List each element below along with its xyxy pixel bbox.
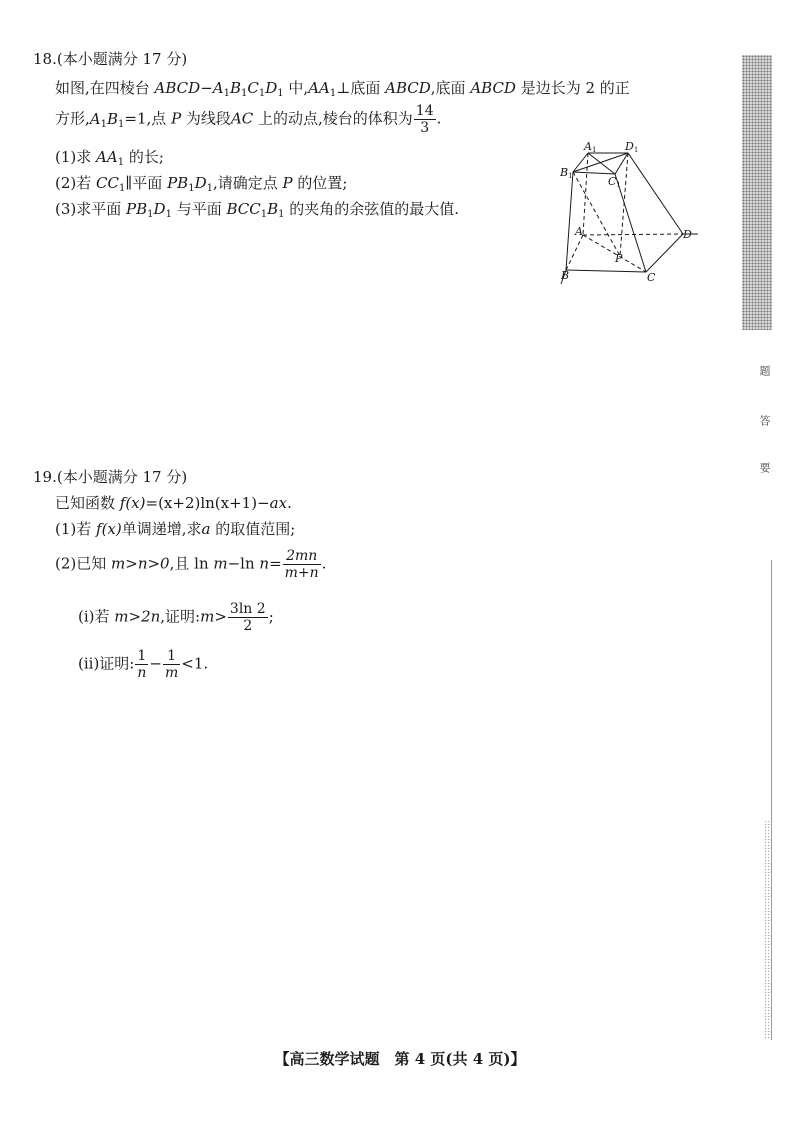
- label-a: A: [575, 225, 583, 238]
- binding-margin-line: [771, 560, 772, 1040]
- label-c1: C1: [608, 175, 621, 189]
- q19-part2: (2)已知 m>n>0,且 ln m−ln n= $\frac{2mn}{m+n}$ .: [55, 548, 327, 582]
- q19-part2-ii: (ii)证明: $\frac{1}{n}$ − $\frac{1}{m}$ <1.: [78, 648, 209, 682]
- seal-char: 题: [758, 365, 771, 376]
- binding-margin-pattern: [742, 55, 772, 330]
- q18-line1: 如图,在四棱台 $ABCD-A_1B_1C_1D_1$ 中$,AA_1\perp$底面 ABCD,底面 ABCD 是边长为 2 的正: [55, 79, 630, 99]
- label-d: D: [683, 228, 692, 241]
- edge-bc: [566, 270, 646, 272]
- edge-cd: [646, 234, 683, 272]
- edge-ad: [583, 234, 683, 235]
- edge-aa1: [583, 153, 588, 235]
- diag-a1c1: [588, 153, 615, 174]
- binding-margin-pattern-lower: [764, 820, 774, 1040]
- q18-part2: (2)若 $CC_1\parallel$平面 $PB_1D_1$,请确定点 P 的位置;: [55, 174, 348, 194]
- ln2-fraction: $\frac{3\ln 2}{2}$: [229, 601, 266, 635]
- label-d1: D1: [625, 140, 639, 154]
- q18-heading: 18.(本小题满分 17 分): [33, 50, 188, 68]
- edge-bb1: [566, 172, 573, 270]
- q18-part3: (3)求平面 $PB_1D_1$ 与平面 $BCC_1B_1$ 的夹角的余弦值的最大值.: [55, 200, 460, 220]
- q19-part2-i: (i)若 m>2n,证明:m> $\frac{3\ln 2}{2}$ ;: [78, 601, 274, 635]
- label-b: B: [561, 269, 570, 282]
- label-a1: A1: [584, 140, 597, 154]
- diag-b1d1: [573, 153, 628, 172]
- q18-part1: (1)求 $AA_1$ 的长;: [55, 148, 164, 168]
- q19-line1: 已知函数 f(x)=(x+2)ln(x+1)−ax.: [55, 494, 292, 512]
- edge-dd1: [628, 153, 683, 234]
- label-p: P: [615, 252, 623, 265]
- frac-1-over-n: $\frac{1}{n}$: [137, 648, 147, 682]
- volume-fraction: $\frac{14}{3}$: [415, 103, 434, 137]
- seal-char: 要: [758, 462, 771, 473]
- condition-fraction: $\frac{2mn}{m+n}$: [284, 548, 319, 582]
- label-c: C: [647, 271, 656, 284]
- edge-b1c1: [573, 172, 615, 174]
- frustum-figure: [548, 138, 728, 293]
- seg-d1p: [620, 153, 628, 256]
- seal-char: 答: [758, 415, 771, 426]
- edge-d1c1: [615, 153, 628, 174]
- page-footer: 【高三数学试题 第 4 页(共 4 页)】: [274, 1050, 526, 1068]
- q18-line2: 方形$,A_1B_1=1$,点 P 为线段AC 上的动点,棱台的体积为 $\frac{14}{3}$ .: [55, 103, 442, 137]
- label-b1: B1: [560, 166, 573, 180]
- frac-1-over-m: $\frac{1}{m}$: [164, 648, 179, 682]
- q19-part1: (1)若 f(x)单调递增,求a 的取值范围;: [55, 520, 296, 538]
- q19-heading: 19.(本小题满分 17 分): [33, 468, 188, 486]
